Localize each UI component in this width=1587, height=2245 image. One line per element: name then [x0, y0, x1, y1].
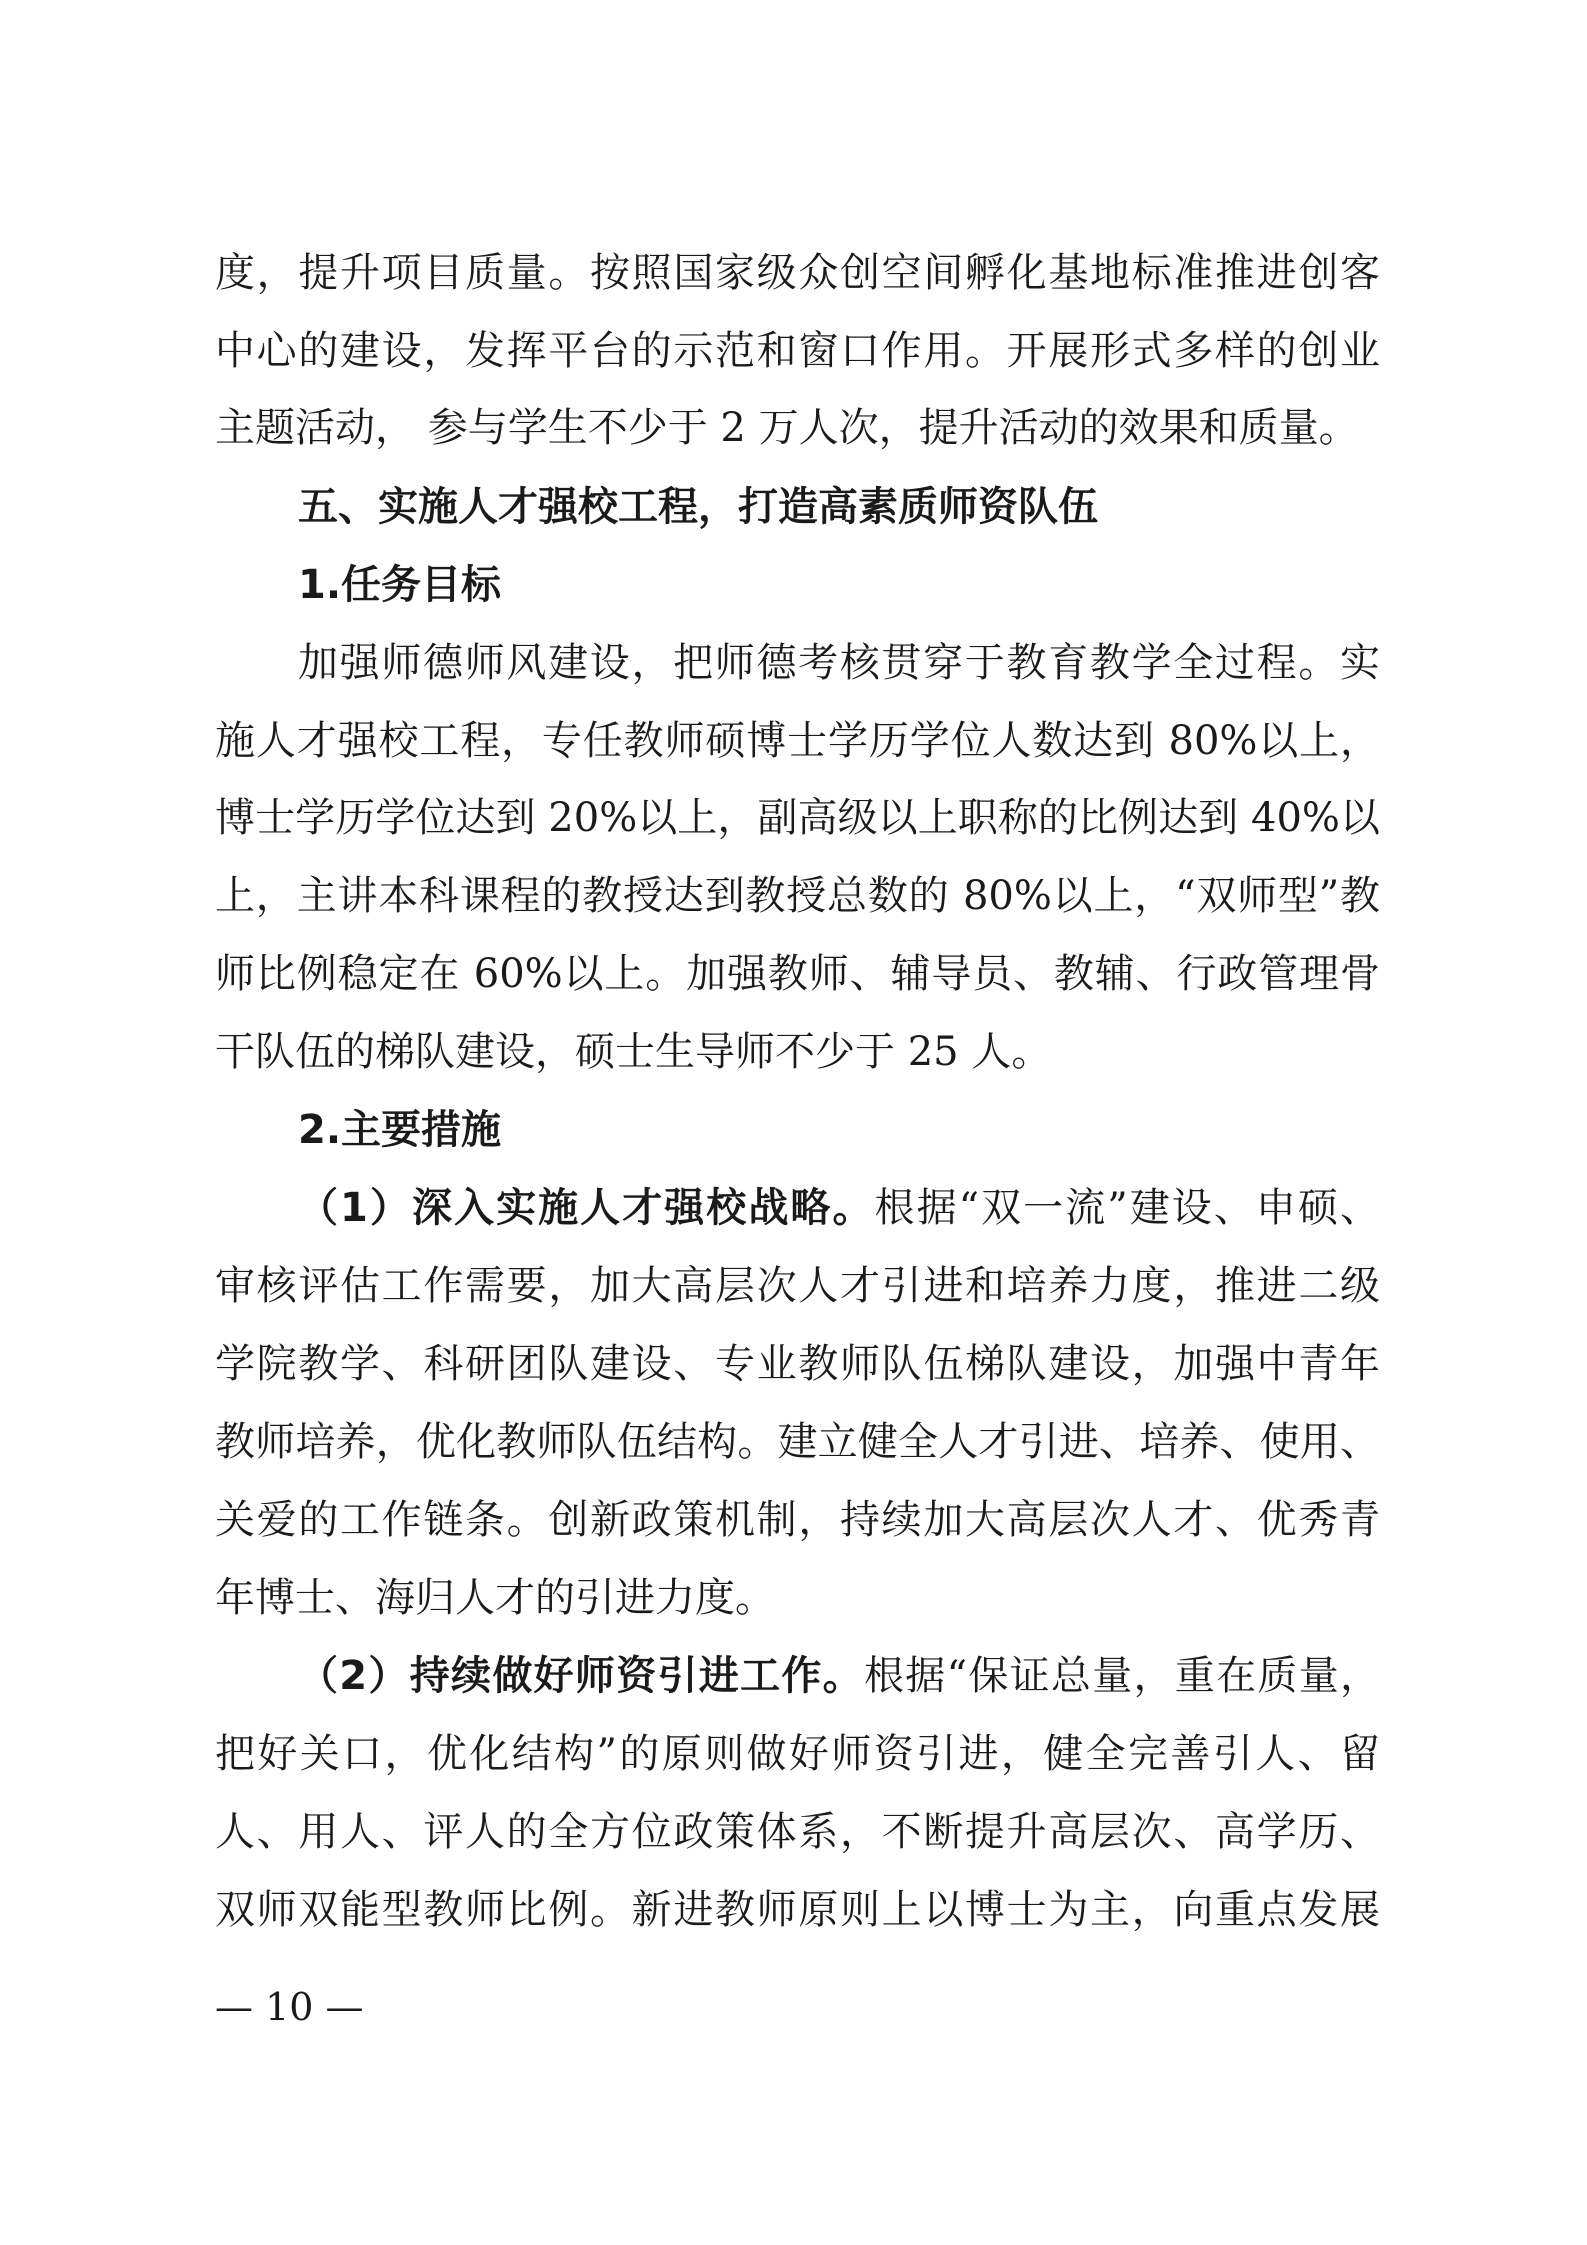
paragraph-line: 学院教学、科研团队建设、专业教师队伍梯队建设，加强中青年	[215, 1341, 1380, 1387]
item-lead: （2）持续做好师资引进工作。	[298, 1653, 864, 1699]
paragraph-line: 审核评估工作需要，加大高层次人才引进和培养力度，推进二级	[215, 1263, 1380, 1309]
paragraph-line: 教师培养，优化教师队伍结构。建立健全人才引进、培养、使用、	[215, 1419, 1380, 1465]
item-text: 根据“双一流”建设、申硕、	[874, 1185, 1380, 1231]
subsection-heading: 1.任务目标	[298, 562, 502, 608]
paragraph-line: 施人才强校工程，专任教师硕博士学历学位人数达到 80%以上，	[215, 718, 1380, 764]
paragraph-line: 师比例稳定在 60%以上。加强教师、辅导员、教辅、行政管理骨	[215, 951, 1380, 997]
paragraph-line: 人、用人、评人的全方位政策体系，不断提升高层次、高学历、	[215, 1809, 1380, 1855]
section-heading: 五、实施人才强校工程，打造高素质师资队伍	[298, 484, 1098, 530]
paragraph-line	[298, 1651, 1380, 1703]
item-lead: （1）深入实施人才强校战略。	[298, 1185, 875, 1231]
paragraph-line: 双师双能型教师比例。新进教师原则上以博士为主，向重点发展	[215, 1887, 1380, 1933]
paragraph-line: 中心的建设，发挥平台的示范和窗口作用。开展形式多样的创业	[215, 328, 1380, 374]
paragraph-line: 把好关口，优化结构”的原则做好师资引进，健全完善引人、留	[215, 1731, 1380, 1777]
paragraph-line: 度，提升项目质量。按照国家级众创空间孵化基地标准推进创客	[215, 250, 1380, 296]
paragraph-line	[298, 1183, 1380, 1235]
item-text: 根据“保证总量，重在质量，	[863, 1653, 1380, 1699]
paragraph-line: 博士学历学位达到 20%以上，副高级以上职称的比例达到 40%以	[215, 795, 1380, 841]
paragraph-line: 干队伍的梯队建设，硕士生导师不少于 25 人。	[215, 1029, 1052, 1075]
paragraph-line: 上，主讲本科课程的教授达到教授总数的 80%以上，“双师型”教	[215, 873, 1380, 919]
page-number: — 10 —	[215, 1985, 364, 2029]
paragraph-line: 主题活动， 参与学生不少于 2 万人次，提升活动的效果和质量。	[215, 405, 1359, 451]
subsection-heading: 2.主要措施	[298, 1107, 502, 1153]
paragraph-line: 加强师德师风建设，把师德考核贯穿于教育教学全过程。实	[298, 640, 1380, 686]
paragraph-line: 关爱的工作链条。创新政策机制，持续加大高层次人才、优秀青	[215, 1497, 1380, 1543]
paragraph-line: 年博士、海归人才的引进力度。	[215, 1575, 775, 1621]
